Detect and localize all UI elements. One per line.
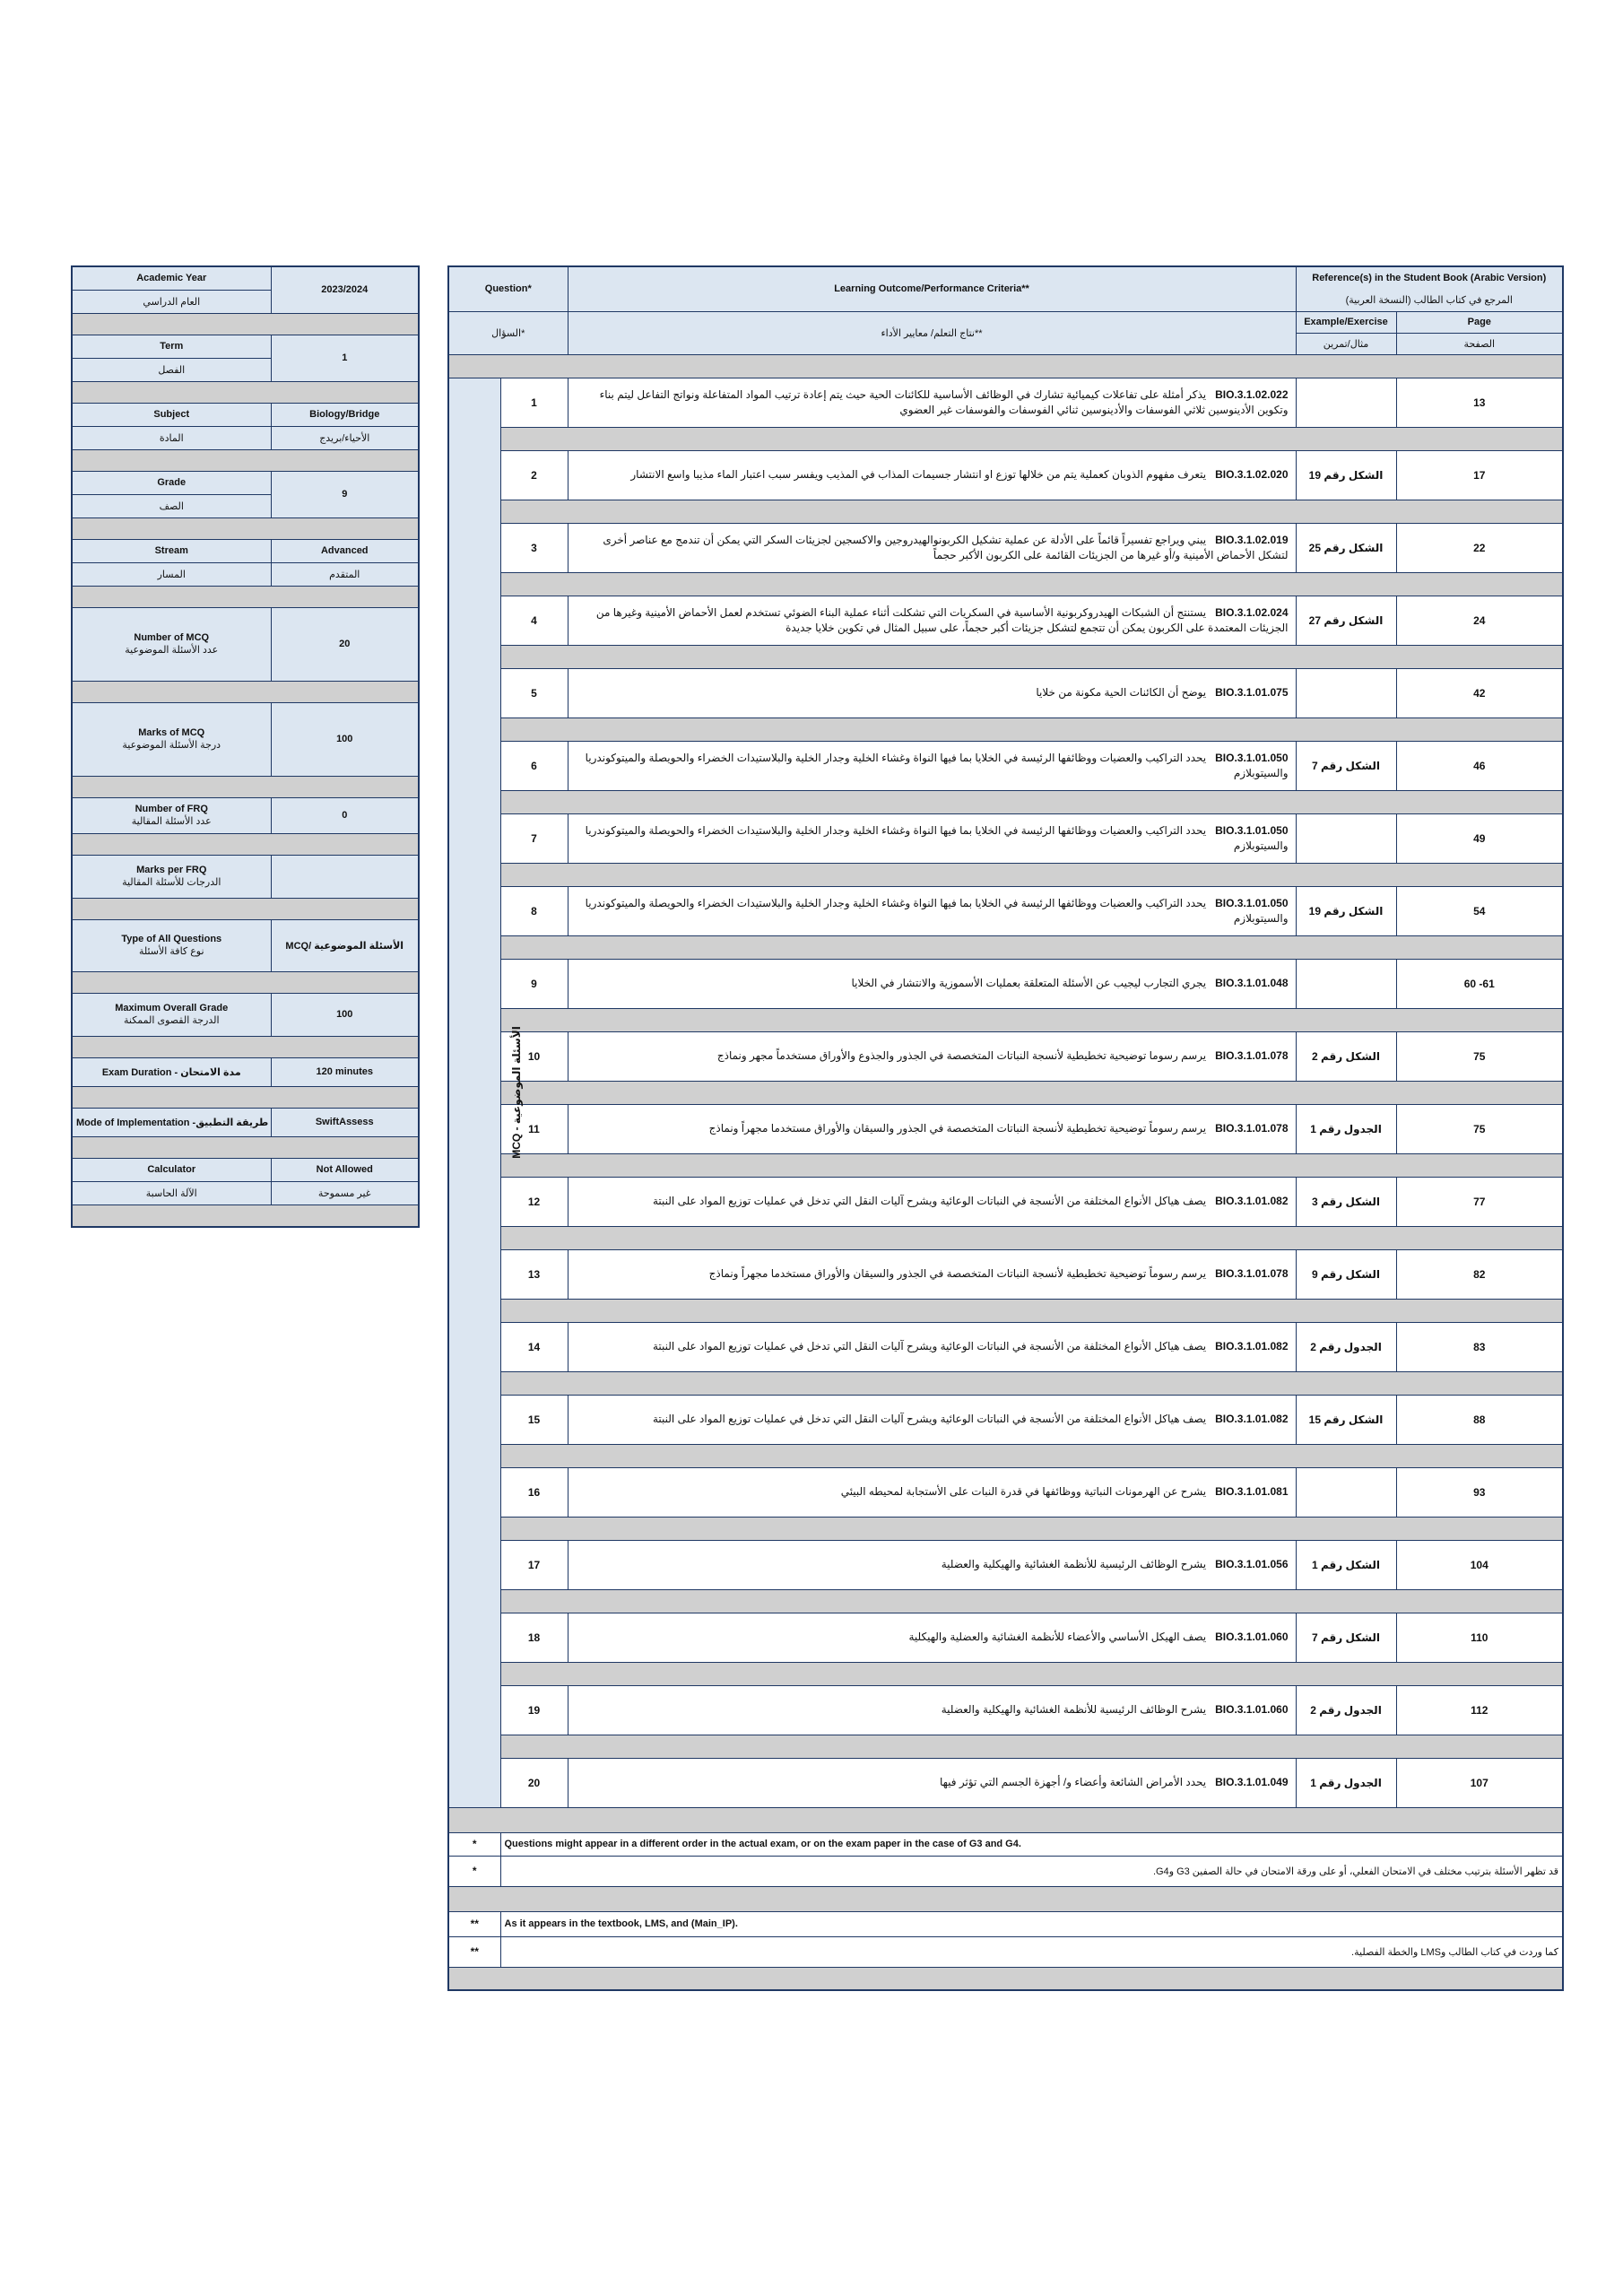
page-number: 107 bbox=[1396, 1758, 1563, 1807]
page-number: 60 -61 bbox=[1396, 959, 1563, 1008]
page-number: 104 bbox=[1396, 1540, 1563, 1589]
learning-outcome bbox=[568, 1322, 1296, 1371]
learning-outcome bbox=[568, 1177, 1296, 1226]
example-exercise bbox=[1296, 378, 1396, 427]
outcome-code: BIO.3.1.02.022 bbox=[1215, 387, 1289, 401]
header-reference: Reference(s) in the Student Book (Arabic Version) المرجع في كتاب الطالب (النسخة العربية) bbox=[1296, 266, 1563, 311]
outcome-code: BIO.3.1.01.049 bbox=[1215, 1776, 1289, 1788]
page-number: 13 bbox=[1396, 378, 1563, 427]
example-exercise: الشكل رقم 15 bbox=[1296, 1395, 1396, 1444]
question-number: 5 bbox=[500, 668, 568, 718]
gap-row bbox=[72, 381, 419, 403]
question-number: 18 bbox=[500, 1613, 568, 1662]
outcome-code: BIO.3.1.02.019 bbox=[1215, 533, 1289, 546]
outcome-code: BIO.3.1.01.060 bbox=[1215, 1631, 1289, 1643]
gap-row bbox=[500, 427, 1563, 450]
value-subject: Biology/Bridge bbox=[271, 403, 419, 426]
page-number: 77 bbox=[1396, 1177, 1563, 1226]
question-number: 20 bbox=[500, 1758, 568, 1807]
value-exam-duration: 120 minutes bbox=[271, 1057, 419, 1086]
gap-row bbox=[72, 1036, 419, 1057]
gap-row bbox=[72, 586, 419, 607]
outcome-text: يتعرف مفهوم الذوبان كعملية يتم من خلالها توزع او انتشار جسيمات المذاب في المذيب ويفسر سبب اعتبار الماء مذيبا واسع الانتشار bbox=[630, 468, 1207, 481]
header-learning-outcome-ar: نتاج التعلم/ معايير الأداء** bbox=[568, 311, 1296, 354]
value-marks-of-mcq: 100 bbox=[271, 702, 419, 776]
label-academic-year: Academic Year bbox=[72, 266, 271, 290]
gap-row bbox=[72, 449, 419, 471]
question-number: 19 bbox=[500, 1685, 568, 1735]
example-exercise: الشكل رقم 27 bbox=[1296, 596, 1396, 645]
gap-row bbox=[448, 1807, 1563, 1832]
example-exercise: الشكل رقم 3 bbox=[1296, 1177, 1396, 1226]
header-example: Example/Exercise bbox=[1296, 311, 1396, 333]
gap-row bbox=[72, 1205, 419, 1227]
label-stream: Stream bbox=[72, 539, 271, 562]
label-term: Term bbox=[72, 335, 271, 358]
gap-row bbox=[72, 833, 419, 855]
gap-row bbox=[500, 935, 1563, 959]
gap-row bbox=[500, 572, 1563, 596]
label-subject: Subject bbox=[72, 403, 271, 426]
value-calculator-ar: غير مسموحة bbox=[271, 1181, 419, 1205]
gap-row bbox=[500, 1662, 1563, 1685]
header-question: Question* bbox=[448, 266, 568, 311]
gap-row bbox=[72, 971, 419, 993]
value-term: 1 bbox=[271, 335, 419, 381]
questions-body bbox=[448, 378, 1563, 1807]
page-number: 112 bbox=[1396, 1685, 1563, 1735]
learning-outcome bbox=[568, 450, 1296, 500]
note-mark: * bbox=[448, 1856, 500, 1886]
note-text: كما وردت في كتاب الطالب وLMS والخطة الفصلية. bbox=[500, 1936, 1563, 1967]
learning-outcome bbox=[568, 1685, 1296, 1735]
page-number: 42 bbox=[1396, 668, 1563, 718]
label-number-of-frq: Number of FRQ عدد الأسئلة المقالية bbox=[72, 797, 271, 833]
learning-outcome bbox=[568, 596, 1296, 645]
question-number: 4 bbox=[500, 596, 568, 645]
label-academic-year-ar: العام الدراسي bbox=[72, 290, 271, 313]
example-exercise: الشكل رقم 9 bbox=[1296, 1249, 1396, 1299]
gap-row bbox=[500, 1444, 1563, 1467]
learning-outcome bbox=[568, 378, 1296, 427]
page-number: 82 bbox=[1396, 1249, 1563, 1299]
example-exercise: الجدول رقم 2 bbox=[1296, 1685, 1396, 1735]
gap-row bbox=[500, 645, 1563, 668]
value-mode: SwiftAssess bbox=[271, 1108, 419, 1136]
gap-row bbox=[72, 1086, 419, 1108]
outcome-text: يصف هياكل الأنواع المختلفة من الأنسجة في النباتات الوعائية ويشرح آليات النقل التي تدخل في عمليات توزيع المواد على النبتة bbox=[652, 1340, 1207, 1352]
question-number: 2 bbox=[500, 450, 568, 500]
learning-outcome bbox=[568, 1540, 1296, 1589]
learning-outcome bbox=[568, 1395, 1296, 1444]
learning-outcome bbox=[568, 1249, 1296, 1299]
label-grade-ar: الصف bbox=[72, 494, 271, 517]
outcome-text: يصف هياكل الأنواع المختلفة من الأنسجة في النباتات الوعائية ويشرح آليات النقل التي تدخل في عمليات توزيع المواد على النبتة bbox=[652, 1413, 1207, 1425]
example-exercise bbox=[1296, 959, 1396, 1008]
outcome-text: يجري التجارب ليجيب عن الأسئلة المتعلقة بعمليات الأسموزية والانتشار في الخلايا bbox=[851, 977, 1207, 989]
example-exercise: الجدول رقم 1 bbox=[1296, 1758, 1396, 1807]
outcome-text: يصف هياكل الأنواع المختلفة من الأنسجة في النباتات الوعائية ويشرح آليات النقل التي تدخل في عمليات توزيع المواد على النبتة bbox=[652, 1195, 1207, 1207]
value-academic-year: 2023/2024 bbox=[271, 266, 419, 313]
header-page: Page bbox=[1396, 311, 1563, 333]
exam-info-table bbox=[71, 265, 420, 1228]
outcome-text: يحدد التراكيب والعضيات ووظائفها الرئيسة في الخلايا بما فيها النواة وغشاء الخلية وجدار الخلية والبلاستيدات الخضراء والحويصلة والميتوكوندريا والسيتوبلازم bbox=[585, 823, 1289, 852]
learning-outcome bbox=[568, 1031, 1296, 1081]
example-exercise: الشكل رقم 25 bbox=[1296, 523, 1396, 572]
header-question-ar: السؤال* bbox=[448, 311, 568, 354]
outcome-text: يبني ويراجع تفسيراً قائماً على الأدلة عن عملية تشكيل الكربونوالهيدروجين والاكسجين لجزيئات السكر التي يمكن أن تندمج مع عناصر أخرى لتشكل الأحماض الأمينية و/أو غيرها من الجزيئات القائمة على الكربون الأكبر حجماً bbox=[603, 533, 1289, 561]
example-exercise: الجدول رقم 1 bbox=[1296, 1104, 1396, 1153]
example-exercise: الشكل رقم 1 bbox=[1296, 1540, 1396, 1589]
value-grade: 9 bbox=[271, 471, 419, 517]
label-max-grade: Maximum Overall Grade الدرجة القصوى الممكنة bbox=[72, 993, 271, 1036]
page-number: 75 bbox=[1396, 1031, 1563, 1081]
gap-row bbox=[72, 517, 419, 539]
outcome-text: يشرح الوظائف الرئيسية للأنظمة الغشائية والهيكلية والعضلية bbox=[941, 1703, 1207, 1716]
outcome-code: BIO.3.1.01.078 bbox=[1215, 1267, 1289, 1280]
question-number: 1 bbox=[500, 378, 568, 427]
gap-row bbox=[448, 354, 1563, 378]
gap-row bbox=[72, 898, 419, 919]
question-number: 12 bbox=[500, 1177, 568, 1226]
learning-outcome bbox=[568, 1467, 1296, 1517]
gap-row bbox=[448, 1886, 1563, 1911]
page-number: 22 bbox=[1396, 523, 1563, 572]
outcome-text: يحدد التراكيب والعضيات ووظائفها الرئيسة في الخلايا بما فيها النواة وغشاء الخلية وجدار الخلية والبلاستيدات الخضراء والحويصلة والميتوكوندريا والسيتوبلازم bbox=[585, 751, 1289, 779]
outcome-code: BIO.3.1.01.081 bbox=[1215, 1485, 1289, 1498]
outcome-code: BIO.3.1.01.078 bbox=[1215, 1049, 1289, 1062]
label-calculator-ar: الآلة الحاسبة bbox=[72, 1181, 271, 1205]
header-page-ar: الصفحة bbox=[1396, 333, 1563, 354]
example-exercise bbox=[1296, 813, 1396, 863]
example-exercise bbox=[1296, 668, 1396, 718]
value-stream: Advanced bbox=[271, 539, 419, 562]
label-type-of-questions: Type of All Questions نوع كافة الأسئلة bbox=[72, 919, 271, 971]
gap-row bbox=[500, 1371, 1563, 1395]
label-marks-per-frq: Marks per FRQ الدرجات للأسئلة المقالية bbox=[72, 855, 271, 898]
label-stream-ar: المسار bbox=[72, 562, 271, 586]
value-calculator: Not Allowed bbox=[271, 1158, 419, 1181]
label-exam-duration: Exam Duration - مدة الامتحان bbox=[72, 1057, 271, 1086]
outcome-text: يرسم رسوماً توضيحية تخطيطية لأنسجة النباتات المتخصصة في الجذور والسيقان والأوراق مستخدما مجهراً ونماذج bbox=[708, 1267, 1207, 1280]
value-subject-ar: الأحياء/بريدج bbox=[271, 426, 419, 449]
label-number-of-mcq: Number of MCQ عدد الأسئلة الموضوعية bbox=[72, 607, 271, 681]
page-number: 54 bbox=[1396, 886, 1563, 935]
section-label-mcq: MCQ - الأسئلة الموضوعية bbox=[448, 378, 500, 1807]
example-exercise: الجدول رقم 2 bbox=[1296, 1322, 1396, 1371]
value-marks-per-frq bbox=[271, 855, 419, 898]
outcome-text: يذكر أمثلة على تفاعلات كيميائية تشارك في الوظائف الأساسية للكائنات الحية حيث يتم إعادة ترتيب المواد المتفاعلة ونواتج التفاعل ليتم بناء وتكوين الأدينوسين ثلاثي الفوسفات والأدينوسين ثنائي الفوسفات والفوسفات غير العضوي bbox=[599, 387, 1289, 416]
note-mark: ** bbox=[448, 1911, 500, 1936]
gap-row bbox=[500, 1589, 1563, 1613]
gap-row bbox=[500, 1735, 1563, 1758]
example-exercise: الشكل رقم 19 bbox=[1296, 886, 1396, 935]
outcome-code: BIO.3.1.01.078 bbox=[1215, 1122, 1289, 1135]
value-stream-ar: المتقدم bbox=[271, 562, 419, 586]
question-specification-table bbox=[447, 265, 1564, 1991]
outcome-text: يصف الهيكل الأساسي والأعضاء للأنظمة الغشائية والعضلية والهيكلية bbox=[908, 1631, 1207, 1643]
label-calculator: Calculator bbox=[72, 1158, 271, 1181]
outcome-code: BIO.3.1.01.050 bbox=[1215, 823, 1289, 837]
question-number: 9 bbox=[500, 959, 568, 1008]
page-number: 88 bbox=[1396, 1395, 1563, 1444]
page-number: 83 bbox=[1396, 1322, 1563, 1371]
outcome-code: BIO.3.1.01.060 bbox=[1215, 1703, 1289, 1716]
example-exercise bbox=[1296, 1467, 1396, 1517]
value-type-of-questions: MCQ/ الأسئلة الموضوعية bbox=[271, 919, 419, 971]
value-max-grade: 100 bbox=[271, 993, 419, 1036]
outcome-code: BIO.3.1.01.082 bbox=[1215, 1195, 1289, 1207]
outcome-text: يرسم رسوماً توضيحية تخطيطية لأنسجة النباتات المتخصصة في الجذور والسيقان والأوراق مستخدما مجهراً ونماذج bbox=[708, 1122, 1207, 1135]
outcome-code: BIO.3.1.01.050 bbox=[1215, 896, 1289, 909]
learning-outcome bbox=[568, 886, 1296, 935]
value-number-of-mcq: 20 bbox=[271, 607, 419, 681]
learning-outcome bbox=[568, 741, 1296, 790]
learning-outcome bbox=[568, 959, 1296, 1008]
gap-row bbox=[500, 790, 1563, 813]
learning-outcome bbox=[568, 813, 1296, 863]
question-number: 17 bbox=[500, 1540, 568, 1589]
page-number: 24 bbox=[1396, 596, 1563, 645]
gap-row bbox=[500, 1008, 1563, 1031]
learning-outcome bbox=[568, 1758, 1296, 1807]
note-text: As it appears in the textbook, LMS, and (Main_IP). bbox=[500, 1911, 1563, 1936]
label-subject-ar: المادة bbox=[72, 426, 271, 449]
notes-body bbox=[448, 1807, 1563, 1990]
gap-row bbox=[500, 1299, 1563, 1322]
learning-outcome bbox=[568, 668, 1296, 718]
note-mark: ** bbox=[448, 1936, 500, 1967]
question-number: 16 bbox=[500, 1467, 568, 1517]
outcome-code: BIO.3.1.02.020 bbox=[1215, 468, 1289, 481]
outcome-code: BIO.3.1.01.048 bbox=[1215, 977, 1289, 989]
label-mode: Mode of Implementation -طريقة التطبيق bbox=[72, 1108, 271, 1136]
question-number: 15 bbox=[500, 1395, 568, 1444]
gap-row bbox=[500, 1226, 1563, 1249]
gap-row bbox=[500, 1517, 1563, 1540]
question-number: 3 bbox=[500, 523, 568, 572]
page-number: 49 bbox=[1396, 813, 1563, 863]
learning-outcome bbox=[568, 523, 1296, 572]
outcome-text: يشرح الوظائف الرئيسية للأنظمة الغشائية والهيكلية والعضلية bbox=[941, 1558, 1207, 1570]
outcome-text: يحدد الأمراض الشائعة وأعضاء و/ أجهزة الجسم التي تؤثر فيها bbox=[939, 1776, 1207, 1788]
gap-row bbox=[500, 1153, 1563, 1177]
label-term-ar: الفصل bbox=[72, 358, 271, 381]
outcome-text: يشرح عن الهرمونات النباتية ووظائفها في قدرة النبات على الأستجابة لمحيطه البيئي bbox=[840, 1485, 1207, 1498]
example-exercise: الشكل رقم 2 bbox=[1296, 1031, 1396, 1081]
page-number: 93 bbox=[1396, 1467, 1563, 1517]
note-mark: * bbox=[448, 1832, 500, 1856]
learning-outcome bbox=[568, 1613, 1296, 1662]
gap-row bbox=[72, 776, 419, 797]
question-number: 11 bbox=[500, 1104, 568, 1153]
question-number: 7 bbox=[500, 813, 568, 863]
outcome-text: يستنتج أن الشبكات الهيدروكربونية الأساسية في السكريات التي تشكلت أثناء عملية البناء الضوئي تستخدم لعمل الأحماض الأمينية وغيرها من الجزيئات المعتمدة على الكربون يمكن أن تتجمع لتشكل جزيئات أكبر حجماً، على سبيل المثال في تكوين خلايا جديدة bbox=[595, 605, 1289, 634]
example-exercise: الشكل رقم 19 bbox=[1296, 450, 1396, 500]
question-number: 6 bbox=[500, 741, 568, 790]
gap-row bbox=[448, 1967, 1563, 1990]
outcome-code: BIO.3.1.01.075 bbox=[1215, 686, 1289, 699]
value-number-of-frq: 0 bbox=[271, 797, 419, 833]
header-learning-outcome: Learning Outcome/Performance Criteria** bbox=[568, 266, 1296, 311]
gap-row bbox=[500, 1081, 1563, 1104]
gap-row bbox=[72, 681, 419, 702]
label-grade: Grade bbox=[72, 471, 271, 494]
gap-row bbox=[72, 1136, 419, 1158]
outcome-text: يوضح أن الكائنات الحية مكونة من خلايا bbox=[1036, 686, 1207, 699]
gap-row bbox=[72, 313, 419, 335]
outcome-code: BIO.3.1.01.056 bbox=[1215, 1558, 1289, 1570]
question-number: 14 bbox=[500, 1322, 568, 1371]
label-marks-of-mcq: Marks of MCQ درجة الأسئلة الموضوعية bbox=[72, 702, 271, 776]
gap-row bbox=[500, 500, 1563, 523]
gap-row bbox=[500, 863, 1563, 886]
outcome-text: يحدد التراكيب والعضيات ووظائفها الرئيسة في الخلايا بما فيها النواة وغشاء الخلية وجدار الخلية والبلاستيدات الخضراء والحويصلة والميتوكوندريا والسيتوبلازم bbox=[585, 896, 1289, 925]
outcome-code: BIO.3.1.01.082 bbox=[1215, 1413, 1289, 1425]
page-number: 110 bbox=[1396, 1613, 1563, 1662]
example-exercise: الشكل رقم 7 bbox=[1296, 1613, 1396, 1662]
page-number: 46 bbox=[1396, 741, 1563, 790]
question-number: 8 bbox=[500, 886, 568, 935]
question-number: 13 bbox=[500, 1249, 568, 1299]
question-number: 10 bbox=[500, 1031, 568, 1081]
learning-outcome bbox=[568, 1104, 1296, 1153]
page-number: 75 bbox=[1396, 1104, 1563, 1153]
example-exercise: الشكل رقم 7 bbox=[1296, 741, 1396, 790]
outcome-code: BIO.3.1.01.050 bbox=[1215, 751, 1289, 764]
header-example-ar: مثال/تمرين bbox=[1296, 333, 1396, 354]
outcome-text: يرسم رسوما توضيحية تخطيطية لأنسجة النباتات المتخصصة في الجذور والجذوع والأوراق مستخدماً مجهر ونماذج bbox=[716, 1049, 1207, 1062]
page-number: 17 bbox=[1396, 450, 1563, 500]
note-text: Questions might appear in a different order in the actual exam, or on the exam paper in the case of G3 and G4. bbox=[500, 1832, 1563, 1856]
gap-row bbox=[500, 718, 1563, 741]
outcome-code: BIO.3.1.02.024 bbox=[1215, 605, 1289, 619]
outcome-code: BIO.3.1.01.082 bbox=[1215, 1340, 1289, 1352]
note-text: قد تظهر الأسئلة بترتيب مختلف في الامتحان الفعلي، أو على ورقة الامتحان في حالة الصفين G3 وG4. bbox=[500, 1856, 1563, 1886]
